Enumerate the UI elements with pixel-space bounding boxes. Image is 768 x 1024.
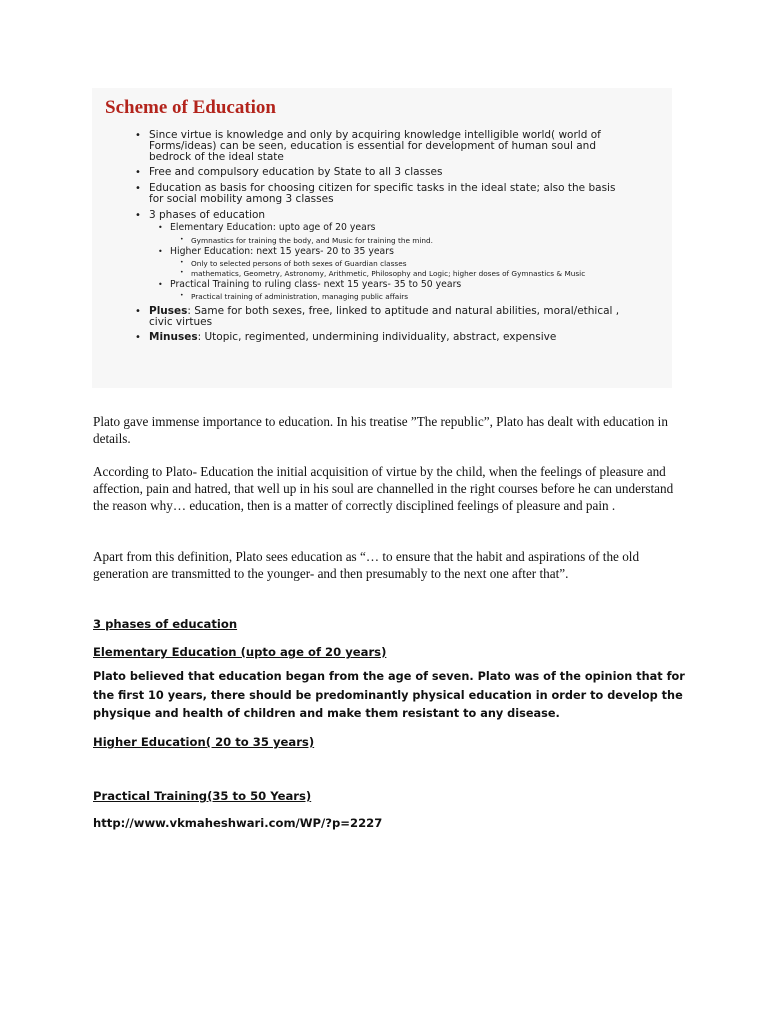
slide-bullet-4: 3 phases of education [149, 209, 266, 221]
minuses-text: : Utopic, regimented, undermining individuality, abstract, expensive [197, 331, 557, 343]
minuses-label: Minuses [149, 331, 198, 343]
bullet-icon: • [180, 259, 184, 266]
slide-bullet-3-line-2: for social mobility among 3 classes [149, 193, 334, 205]
slide-bullet-minuses [149, 332, 556, 343]
paragraph-intro: Plato gave immense importance to education. In his treatise ”The republic”, Plato has dealt with education in details. [93, 414, 668, 446]
heading-three-phases: 3 phases of education [93, 617, 238, 631]
bullet-icon: • [135, 183, 141, 194]
slide-bullet-1-line-1: Since virtue is knowledge and only by acquiring knowledge intelligible world( world of [149, 129, 601, 141]
slide-bullet-1-line-3: bedrock of the ideal state [149, 151, 284, 163]
heading-practical-training: Practical Training(35 to 50 Years) [93, 789, 312, 803]
bullet-icon: • [135, 130, 141, 141]
source-url-link[interactable]: http://www.vkmaheshwari.com/WP/?p=2227 [93, 816, 383, 830]
bullet-icon: • [135, 167, 141, 178]
heading-higher-education: Higher Education( 20 to 35 years) [93, 735, 315, 749]
bullet-icon: • [135, 306, 141, 317]
slide-title: Scheme of Education [105, 97, 276, 118]
pluses-text: : Same for both sexes, free, linked to aptitude and natural abilities, moral/ethical , [187, 305, 620, 317]
slide-sub-bullet-practical: Practical Training to ruling class- next 15 years- 35 to 50 years [170, 279, 462, 290]
paragraph-definition: According to Plato- Education the initial acquisition of virtue by the child, when the feelings of pleasure and affection, pain and hatred, that well up in his soul are channelled in the right courses before he can understand the reason why… education, then is a matter of correctly disciplined feelings of pleasure and pain . [93, 464, 674, 513]
slide-bullet-pluses-line-1 [149, 306, 619, 317]
bullet-icon: • [158, 223, 163, 232]
slide-sub-bullet-elementary: Elementary Education: upto age of 20 years [170, 222, 376, 233]
bullet-icon: • [135, 332, 141, 343]
slide-sub-bullet-higher: Higher Education: next 15 years- 20 to 35 years [170, 246, 394, 257]
slide-sub-sub-bullet: Only to selected persons of both sexes of Guardian classes [191, 259, 407, 268]
bullet-icon: • [158, 280, 163, 289]
heading-elementary-education: Elementary Education (upto age of 20 years) [93, 645, 387, 659]
slide-sub-sub-bullet: Gymnastics for training the body, and Music for training the mind. [191, 236, 433, 245]
bullet-icon: • [180, 236, 184, 243]
bullet-icon: • [135, 210, 141, 221]
bullet-icon: • [180, 269, 184, 276]
bullet-icon: • [180, 292, 184, 299]
slide-bullet-pluses-line-2: civic virtues [149, 316, 213, 328]
slide-bullet-2: Free and compulsory education by State to all 3 classes [149, 166, 443, 178]
paragraph-aspirations: Apart from this definition, Plato sees education as “… to ensure that the habit and aspirations of the old generation are transmitted to the younger- and then presumably to the next one after that”. [93, 549, 640, 581]
slide-bullet-3-line-1: Education as basis for choosing citizen for specific tasks in the ideal state; also the basis [149, 182, 616, 194]
paragraph-elementary: Plato believed that education began from the age of seven. Plato was of the opinion that for the first 10 years, there should be predominantly physical education in order to develop the physique and health of children and make them resistant to any disease. [93, 670, 685, 720]
slide-sub-sub-bullet: Practical training of administration, managing public affairs [191, 292, 409, 301]
bullet-icon: • [158, 247, 163, 256]
slide-bullet-1-line-2: Forms/ideas) can be seen, education is essential for development of human soul and [149, 140, 596, 152]
pluses-label: Pluses [149, 305, 188, 317]
slide-sub-sub-bullet: mathematics, Geometry, Astronomy, Arithmetic, Philosophy and Logic; higher doses of Gymnastics & Music [191, 269, 586, 278]
